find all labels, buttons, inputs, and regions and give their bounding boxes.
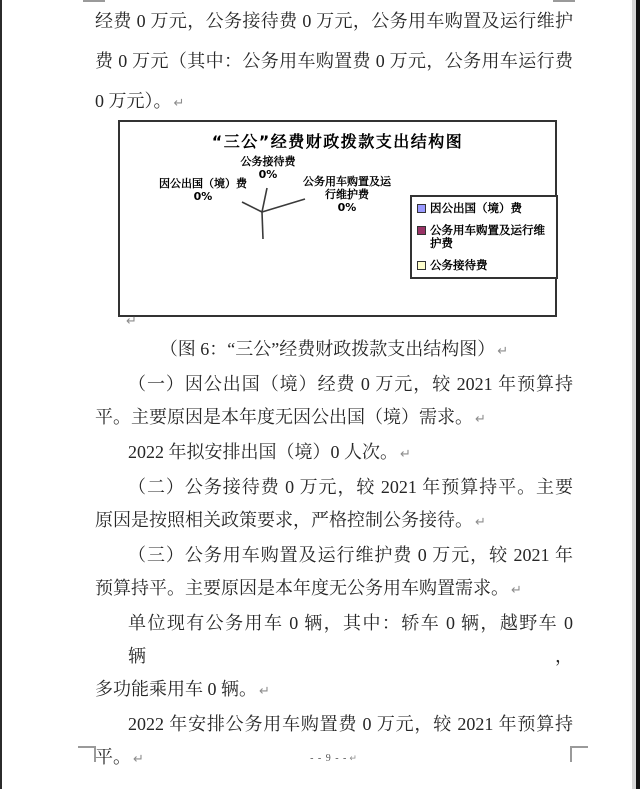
- paragraph-mark-icon: ↵: [511, 583, 522, 598]
- text-line: 2022 年安排公务用车购置费 0 万元，较 2021 年预算持: [128, 714, 573, 734]
- paragraph-mark-icon: ↵: [497, 344, 509, 359]
- text-line: 预算持平。主要原因是本年度无公务用车购置需求。 ↵: [95, 578, 522, 598]
- legend-item-reception: 公务接待费: [416, 259, 552, 272]
- chart-legend: [410, 195, 558, 279]
- paragraph-mark-icon: ↵: [349, 754, 358, 764]
- text-line: 平。主要原因是本年度无因公出国（境）需求。 ↵: [95, 407, 486, 427]
- paragraph-mark-icon: ↵: [475, 412, 486, 427]
- paragraph-mark-icon: ↵: [475, 515, 486, 530]
- text-line: （一）因公出国（境）经费 0 万元，较 2021 年预算持: [128, 374, 573, 394]
- text-line: 单位现有公务用车 0 辆，其中：轿车 0 辆，越野车 0 辆，: [128, 613, 573, 666]
- text-line: 经费 0 万元，公务接待费 0 万元，公务用车购置及运行维护: [95, 11, 573, 31]
- chart-title: “三公”经费财政拨款支出结构图: [211, 132, 464, 151]
- legend-item-vehicles: 公务用车购置及运行维护费: [416, 224, 552, 250]
- legend-swatch-icon: [417, 204, 426, 213]
- legend-swatch-icon: [417, 226, 426, 235]
- text-line: 费 0 万元（其中：公务用车购置费 0 万元，公务用车运行费: [95, 51, 573, 71]
- legend-item-abroad: 因公出国（境）费: [416, 202, 552, 215]
- text-line: 平。 ↵: [95, 747, 144, 767]
- text-line: （二）公务接待费 0 万元，较 2021 年预算持平。主要: [128, 477, 573, 497]
- body-paragraphs: [95, 333, 573, 776]
- top-paragraph: [95, 1, 573, 124]
- text-line: 多功能乘用车 0 辆。 ↵: [95, 679, 270, 699]
- legend-swatch-icon: [417, 261, 426, 270]
- paragraph-mark-icon: ↵: [259, 684, 270, 699]
- paragraph-mark-icon: ↵: [400, 447, 411, 462]
- text-line: （三）公务用车购置及运行维护费 0 万元，较 2021 年: [128, 545, 573, 565]
- text-line: 2022 年拟安排出国（境）0 人次。 ↵: [128, 442, 411, 462]
- pie-label-reception: 公务接待费 0%: [240, 155, 296, 181]
- page-number: - - 9 - - ↵: [310, 753, 358, 764]
- screenshot-right-edge-black: [636, 0, 640, 789]
- text-line: 0 万元）。 ↵: [95, 91, 185, 111]
- paragraph-mark-icon: ↵: [173, 96, 185, 111]
- text-line: 原因是按照相关政策要求，严格控制公务接待。 ↵: [95, 510, 486, 530]
- paragraph-mark-icon: ↵: [133, 752, 144, 767]
- screenshot-left-edge: [0, 0, 2, 789]
- figure-caption: （图 6：“三公”经费财政拨款支出结构图） ↵: [159, 339, 509, 359]
- paragraph-mark-icon: ↵: [126, 314, 137, 329]
- pie-label-vehicles: 公务用车购置及运 行维护费 0%: [303, 175, 391, 214]
- three-public-expenses-pie-chart: [118, 120, 557, 317]
- pie-label-abroad: 因公出国（境）费 0%: [159, 177, 247, 203]
